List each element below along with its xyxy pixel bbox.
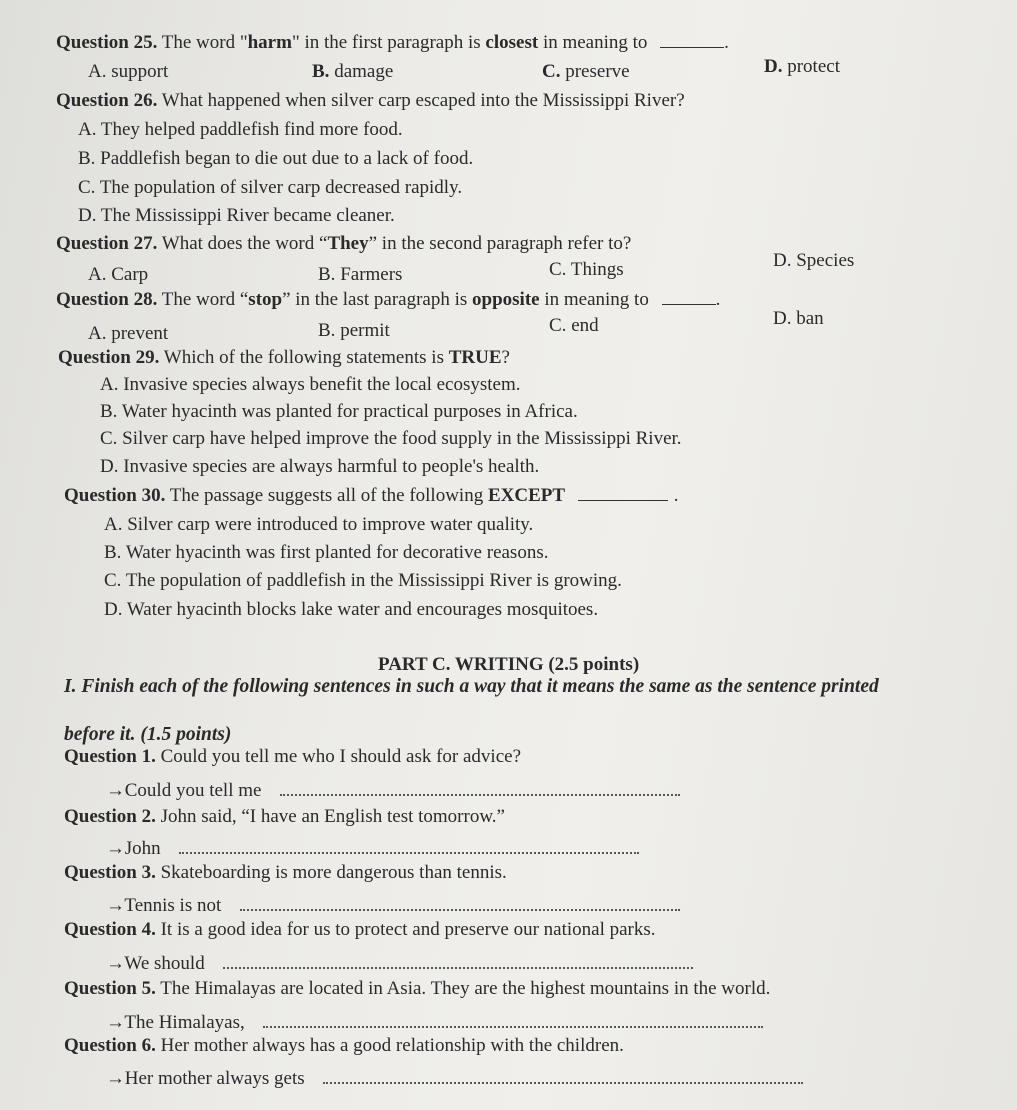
option-a: A. prevent: [88, 323, 169, 344]
writing-question-2: Question 2. John said, “I have an English test tomorrow.”: [64, 806, 505, 827]
part-c-title: PART C. WRITING (2.5 points): [378, 654, 640, 675]
option-d: D. Invasive species are always harmful to people's health.: [100, 456, 540, 477]
option-c: C. preserve: [542, 61, 630, 82]
option-d: D. Water hyacinth blocks lake water and encourages mosquitoes.: [104, 599, 599, 620]
option-c: C. Silver carp have helped improve the food supply in the Mississippi River.: [100, 428, 682, 449]
dotted-answer-line[interactable]: [323, 1081, 803, 1084]
option-b: B. permit: [318, 320, 390, 341]
option-d: D. The Mississippi River became cleaner.: [78, 205, 395, 226]
dotted-answer-line[interactable]: [263, 1025, 763, 1028]
dotted-answer-line[interactable]: [179, 851, 639, 854]
option-c: C. Things: [549, 259, 624, 280]
writing-question-3: Question 3. Skateboarding is more dangerous than tennis.: [64, 862, 507, 883]
dotted-answer-line[interactable]: [240, 908, 680, 911]
option-c: C. The population of silver carp decreased rapidly.: [78, 177, 463, 198]
answer-line-3[interactable]: → Tennis is not: [106, 895, 680, 917]
answer-line-4[interactable]: → We should: [106, 953, 693, 975]
writing-question-4: Question 4. It is a good idea for us to protect and preserve our national parks.: [64, 919, 656, 940]
answer-blank: [578, 499, 668, 501]
arrow-icon: →: [106, 1068, 125, 1089]
option-d: D. protect: [764, 56, 840, 77]
answer-blank: [662, 303, 716, 305]
option-c: C. end: [549, 315, 599, 336]
question-30: Question 30. The passage suggests all of the following EXCEPT .: [64, 485, 679, 506]
option-a: A. They helped paddlefish find more food.: [78, 119, 403, 140]
option-c: C. The population of paddlefish in the Mississippi River is growing.: [104, 570, 622, 591]
writing-instruction: I. Finish each of the following sentences in such a way that it means the same as the sentence printed: [64, 676, 879, 697]
answer-blank: [660, 46, 724, 48]
arrow-icon: →: [106, 780, 125, 801]
option-b: B. Farmers: [318, 264, 403, 285]
dotted-answer-line[interactable]: [223, 966, 693, 969]
answer-line-1[interactable]: → Could you tell me: [106, 780, 680, 802]
option-d: D. Species: [773, 250, 855, 271]
option-a: A. Invasive species always benefit the local ecosystem.: [100, 374, 521, 395]
writing-instruction-cont: before it. (1.5 points): [64, 724, 232, 745]
option-b: B. Water hyacinth was first planted for decorative reasons.: [104, 542, 549, 563]
option-d: D. ban: [773, 308, 824, 329]
question-25: Question 25. The word "harm" in the first paragraph is closest in meaning to .: [56, 32, 729, 53]
question-27: Question 27. What does the word “They” in the second paragraph refer to?: [56, 233, 632, 254]
question-28: Question 28. The word “stop” in the last paragraph is opposite in meaning to .: [56, 289, 721, 310]
option-b: B. Paddlefish began to die out due to a lack of food.: [78, 148, 474, 169]
answer-line-5[interactable]: → The Himalayas,: [106, 1012, 763, 1034]
question-29: Question 29. Which of the following statements is TRUE?: [58, 347, 510, 368]
question-label: Question 25.: [56, 32, 158, 53]
option-b: B. Water hyacinth was planted for practical purposes in Africa.: [100, 401, 578, 422]
arrow-icon: →: [106, 953, 125, 974]
writing-question-1: Question 1. Could you tell me who I should ask for advice?: [64, 746, 522, 767]
question-26: Question 26. What happened when silver carp escaped into the Mississippi River?: [56, 90, 685, 111]
option-a: A. Carp: [88, 264, 149, 285]
writing-question-5: Question 5. The Himalayas are located in Asia. They are the highest mountains in the world.: [64, 978, 771, 999]
writing-question-6: Question 6. Her mother always has a good relationship with the children.: [64, 1035, 624, 1056]
option-b: B. damage: [312, 61, 394, 82]
option-a: A. Silver carp were introduced to improve water quality.: [104, 514, 534, 535]
dotted-answer-line[interactable]: [280, 793, 680, 796]
arrow-icon: →: [106, 895, 125, 916]
arrow-icon: →: [106, 1012, 125, 1033]
arrow-icon: →: [106, 838, 125, 859]
answer-line-2[interactable]: → John: [106, 838, 639, 860]
answer-line-6[interactable]: → Her mother always gets: [106, 1068, 803, 1090]
option-a: A. support: [88, 61, 169, 82]
